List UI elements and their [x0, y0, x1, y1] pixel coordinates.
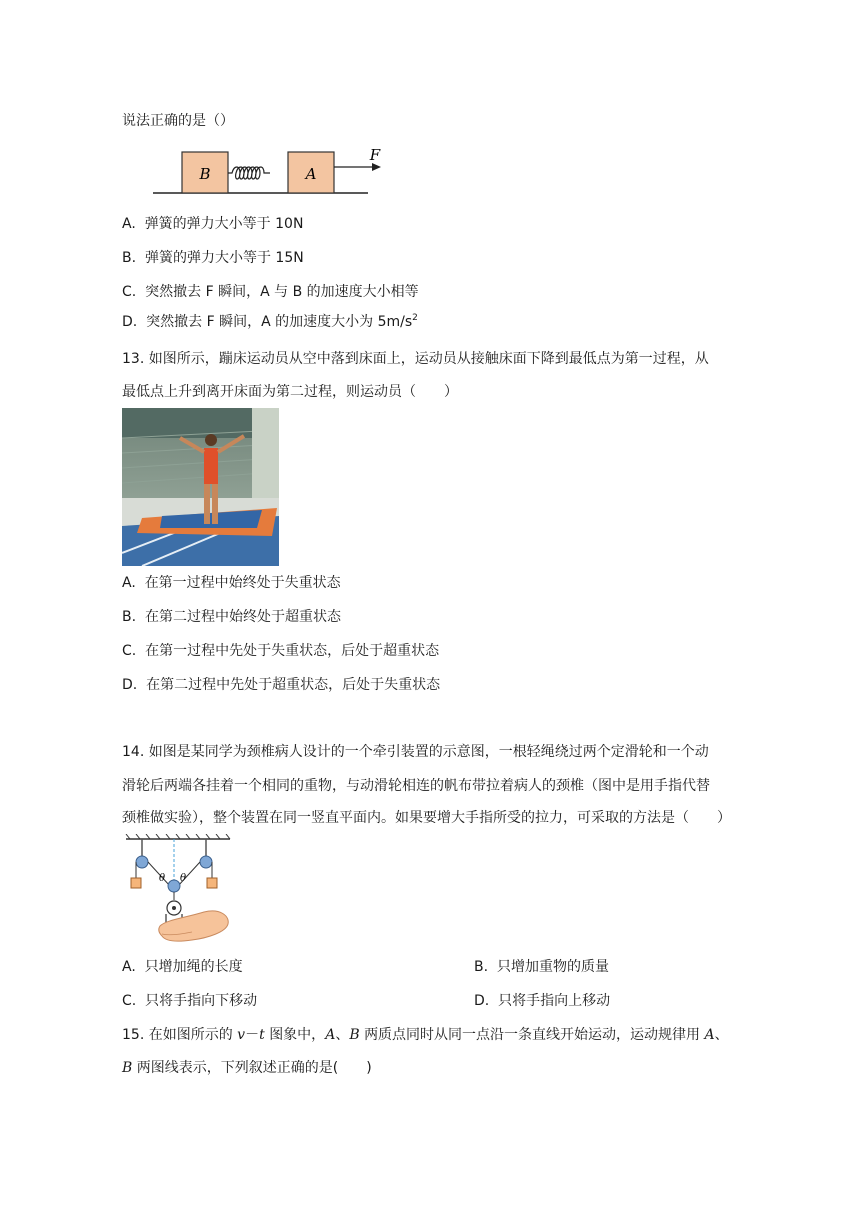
option-letter: D.: [122, 677, 138, 693]
option-letter: C.: [122, 284, 137, 300]
option-letter: D.: [122, 314, 138, 330]
weight-left: [131, 878, 141, 888]
var-b: B: [349, 1027, 360, 1043]
q13-stem-line-1: 13. 如图所示，蹦床运动员从空中落到床面上，运动员从接触床面下降到最低点为第一过程，从: [122, 351, 709, 367]
option-letter: B.: [122, 609, 137, 625]
option-text: 突然撤去 F 瞬间，A 与 B 的加速度大小相等: [145, 284, 419, 300]
hand: [159, 911, 229, 941]
q12-option-c: [122, 282, 419, 302]
q14-stem-line-2: 滑轮后两端各挂着一个相同的重物，与动滑轮相连的帆布带拉着病人的颈椎（图中是用手指代替: [122, 778, 710, 794]
option-text: 在第一过程中先处于失重状态，后处于超重状态: [145, 643, 440, 659]
option-letter: A.: [122, 575, 136, 591]
label-f: F: [369, 146, 381, 164]
option-text: 突然撤去 F 瞬间，A 的加速度大小为 5m/s: [146, 314, 413, 330]
q12-option-d: [122, 312, 418, 332]
var-a: A: [325, 1027, 336, 1043]
q14-option-d: [474, 991, 610, 1011]
moving-pulley: [168, 880, 180, 892]
option-letter: A.: [122, 216, 136, 232]
option-text: 弹簧的弹力大小等于 15N: [144, 250, 304, 266]
theta-left-label: θ: [158, 873, 166, 884]
q13-option-c: [122, 641, 439, 661]
option-letter: B.: [474, 959, 489, 975]
q14-option-c: [122, 991, 257, 1011]
q14-stem-line-3: 颈椎做实验），整个装置在同一竖直平面内。如果要增大手指所受的拉力，可采取的方法是（ ）: [122, 810, 731, 826]
option-letter: C.: [122, 643, 137, 659]
q14-option-a: [122, 957, 243, 977]
option-text: 在第一过程中始终处于失重状态: [144, 575, 341, 591]
q12-block-spring-figure: [150, 145, 390, 197]
option-letter: D.: [474, 993, 490, 1009]
label-a: A: [305, 165, 317, 183]
q14-option-b: [474, 957, 609, 977]
q15-stem-line-2: B 两图线表示，下列叙述正确的是( ): [122, 1060, 372, 1076]
var-v: v: [237, 1027, 246, 1043]
option-letter: B.: [122, 250, 137, 266]
var-a: A: [704, 1027, 715, 1043]
force-arrowhead: [372, 163, 381, 171]
option-text: 在第二过程中先处于超重状态，后处于失重状态: [146, 677, 441, 693]
q13-trampoline-photo: [122, 408, 279, 566]
q12-stem-tail: 说法正确的是（）: [122, 113, 234, 129]
weight-right: [207, 878, 217, 888]
option-text: 只增加重物的质量: [496, 959, 609, 975]
q13-option-a: [122, 573, 341, 593]
option-letter: C.: [122, 993, 137, 1009]
var-t: t: [259, 1027, 265, 1043]
q14-stem-line-1: 14. 如图是某同学为颈椎病人设计的一个牵引装置的示意图，一根轻绳绕过两个定滑轮和一个动: [122, 744, 709, 760]
superscript: 2: [412, 313, 418, 323]
fixed-pulley-right: [200, 856, 212, 868]
spring: [228, 167, 270, 179]
theta-right-label: θ: [179, 873, 187, 884]
label-b: B: [199, 165, 211, 183]
option-text: 弹簧的弹力大小等于 10N: [144, 216, 304, 232]
option-text: 只将手指向下移动: [145, 993, 258, 1009]
q13-stem-line-2: 最低点上升到离开床面为第二过程，则运动员（ ）: [122, 384, 458, 400]
fixed-pulley-left: [136, 856, 148, 868]
option-text: 只增加绳的长度: [144, 959, 243, 975]
var-b: B: [122, 1060, 133, 1076]
q14-traction-device-figure: [122, 834, 232, 946]
q12-option-a: [122, 214, 303, 234]
q15-stem-line-1: 15. 在如图所示的 v－t 图象中，A、B 两质点同时从同一点沿一条直线开始运动，运动规律用 A、: [122, 1027, 729, 1043]
option-text: 只将手指向上移动: [498, 993, 611, 1009]
q13-option-d: [122, 675, 440, 695]
option-letter: A.: [122, 959, 136, 975]
q12-option-b: [122, 248, 304, 268]
option-text: 在第二过程中始终处于超重状态: [144, 609, 341, 625]
q13-option-b: [122, 607, 341, 627]
